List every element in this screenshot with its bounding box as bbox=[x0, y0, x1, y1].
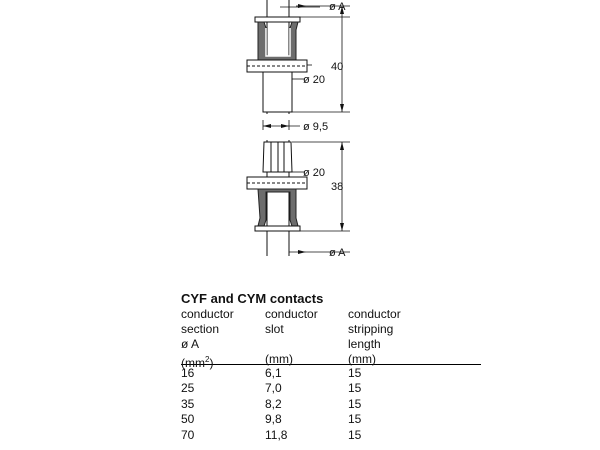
cell-section: 25 bbox=[181, 381, 195, 396]
header-line: ø A bbox=[181, 337, 200, 351]
header-col-stripping bbox=[348, 307, 401, 367]
lower-diameter-label: ø 20 bbox=[303, 167, 326, 179]
lower-contact bbox=[247, 140, 307, 256]
cell-stripping: 15 bbox=[348, 427, 362, 442]
header-line: length bbox=[348, 337, 381, 351]
cell-section: 35 bbox=[181, 396, 195, 411]
cell-stripping: 15 bbox=[348, 412, 362, 427]
cell-slot: 9,8 bbox=[265, 412, 282, 427]
table-row bbox=[181, 365, 481, 380]
table-title: CYF and CYM contacts bbox=[181, 291, 324, 306]
bottom-diameter-label: ø A bbox=[329, 247, 346, 259]
cell-slot: 7,0 bbox=[265, 381, 282, 396]
cell-stripping: 15 bbox=[348, 381, 362, 396]
header-line: conductor bbox=[348, 307, 401, 321]
header-col-section bbox=[181, 307, 234, 371]
upper-contact bbox=[247, 0, 307, 114]
upper-diameter-label: ø 20 bbox=[303, 74, 326, 86]
top-diameter-label: ø A bbox=[329, 1, 346, 13]
table-row bbox=[181, 380, 481, 395]
cell-slot: 8,2 bbox=[265, 396, 282, 411]
cell-stripping: 15 bbox=[348, 366, 362, 380]
header-col-slot bbox=[265, 307, 318, 367]
header-unit: (mm) bbox=[348, 352, 376, 366]
cell-slot: 11,8 bbox=[265, 427, 288, 442]
upper-height-label: 40 bbox=[331, 61, 344, 73]
contacts-table bbox=[181, 292, 481, 442]
header-line: section bbox=[181, 322, 220, 336]
middle-diameter-label: ø 9,5 bbox=[303, 121, 329, 133]
cell-slot: 6,1 bbox=[265, 366, 282, 380]
table-header bbox=[181, 307, 481, 370]
lower-dimensions bbox=[289, 142, 350, 252]
header-line: conductor bbox=[265, 307, 318, 321]
table-row bbox=[181, 396, 481, 411]
header-line bbox=[265, 337, 318, 352]
header-line: slot bbox=[265, 322, 284, 336]
cell-stripping: 15 bbox=[348, 396, 362, 411]
header-unit: (mm) bbox=[265, 352, 293, 366]
header-line: stripping bbox=[348, 322, 394, 336]
cell-section: 70 bbox=[181, 427, 195, 442]
header-line: conductor bbox=[181, 307, 234, 321]
lower-height-label: 38 bbox=[331, 181, 344, 193]
table-row bbox=[181, 411, 481, 426]
header-unit: $(mm^2)$ bbox=[181, 355, 214, 370]
table-body bbox=[181, 365, 481, 442]
table-row bbox=[181, 427, 481, 442]
cell-section: 16 bbox=[181, 366, 195, 380]
cell-section: 50 bbox=[181, 412, 195, 427]
